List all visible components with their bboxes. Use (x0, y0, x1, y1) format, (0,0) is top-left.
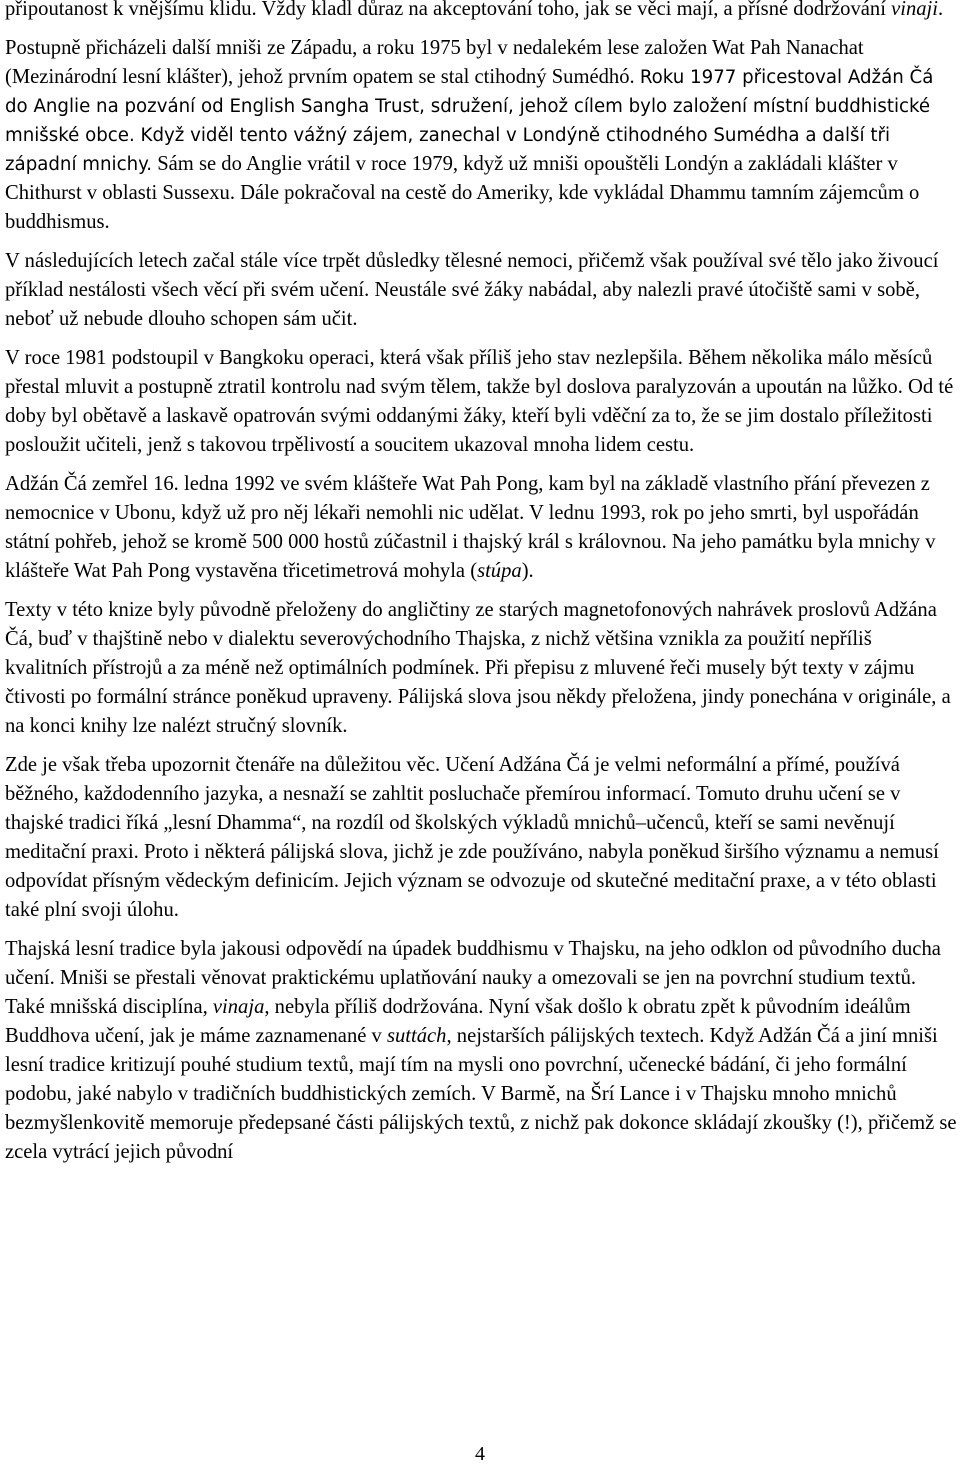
paragraph-5 (5, 470, 957, 586)
paragraph-8 (5, 935, 957, 1167)
text-run: Texty v této knize byly původně přeloženy do angličtiny ze starých magnetofonových nahrávek proslovů Adžána Čá, buď v thajštině nebo v dialektu severovýchodního Thajska, z nichž většina vznikla za použití nepříliš kvalitních přístrojů a za méně než optimálních podmínek. Při přepisu z mluvené řeči musely být texty v zájmu čtivosti po formální stránce poněkud upraveny. Pálijská slova jsou někdy přeložena, jindy ponechána v originále, a na konci knihy lze nalézt stručný slovník. (5, 599, 951, 737)
paragraph-7 (5, 751, 957, 925)
text-run: Zde je však třeba upozornit čtenáře na důležitou věc. Učení Adžána Čá je velmi neformální a přímé, používá běžného, každodenního jazyka, a nesnaží se zahltit posluchače přemírou informací. Tomuto druhu učení se v thajské tradici říká „lesní Dhamma“, na rozdíl od školských výkladů mnichů–učenců, kteří se sami nevěnují meditační praxi. Proto i některá pálijská slova, jichž je zde používáno, nabyla poněkud širšího významu a nemusí odpovídat přísným vědeckým definicím. Jejich význam se odvozuje od skutečné meditační praxe, a v této oblasti také plní svoji úlohu. (5, 754, 939, 921)
italic-term: vinaji (891, 0, 938, 20)
italic-term: vinaja (212, 996, 265, 1018)
text-run: , nejstarších pálijských textech. Když Adžán Čá a jiní mniši lesní tradice kritizují pouhé studium textů, mají tím na mysli ono povrchní, učenecké bádání, či jeho formální podobu, jaké nabylo v tradičních buddhistických zemích. V Barmě, na Šrí Lance i v Thajsku mnoho mnichů bezmyšlenkovitě memoruje předepsané části pálijských textů, z nichž pak dokonce skládají zkoušky (!), přičemž se zcela vytrácí jejich původní (5, 1025, 957, 1163)
text-run: Sám se do Anglie vrátil v roce 1979, když už mniši opouštěli Londýn a zakládali klášter v Chithurst v oblasti Sussexu. Dále pokračoval na cestě do Ameriky, kde vykládal Dhammu tamním zájemcům o buddhismus. (5, 153, 920, 233)
italic-term: stúpa (477, 560, 522, 582)
text-run: připoutanost k vnějšímu klidu. Vždy kladl důraz na akceptování toho, jak se věci mají, a přísné dodržování (5, 0, 892, 20)
text-run-sans: Roku 1977 přicestoval Adžán Čá do Anglie na pozvání od English Sangha Trust, sdružení, jehož cílem bylo založení místní buddhistické mnišské obce. (5, 67, 934, 146)
text-run-sans: Když viděl tento vážný zájem, zanechal v Londýně ctihodného Sumédha a další tři západní mnichy. (5, 125, 890, 175)
paragraph-2 (5, 34, 957, 237)
paragraph-4 (5, 344, 957, 460)
text-run: V následujících letech začal stále více trpět důsledky tělesné nemoci, přičemž však používal své tělo jako živoucí příklad nestálosti všech věcí při svém učení. Neustále své žáky nabádal, aby nalezli pravé útočiště sami v sobě, neboť už nebude dlouho schopen sám učit. (5, 250, 939, 330)
paragraph-3 (5, 247, 957, 334)
paragraph-1 (5, 0, 957, 24)
document-text-body (5, 0, 957, 1177)
text-run: ). (521, 560, 534, 582)
paragraph-6 (5, 596, 957, 741)
text-run: Adžán Čá zemřel 16. ledna 1992 ve svém klášteře Wat Pah Pong, kam byl na základě vlastního přání převezen z nemocnice v Ubonu, když už pro něj lékaři nemohli nic udělat. V lednu 1993, rok po jeho smrti, byl uspořádán státní pohřeb, jehož se kromě 500 000 hostů zúčastnil i thajský král s královnou. Na jeho památku byla mnichy v klášteře Wat Pah Pong vystavěna třicetimetrová mohyla ( (5, 473, 936, 582)
text-run: Postupně přicházeli další mniši ze Západu, a roku 1975 byl v nedalekém lese založen Wat Pah Nanachat (Mezinárodní lesní klášter), jehož prvním opatem se stal ctihodný Sumédhó. (5, 37, 864, 88)
text-run: Thajská lesní tradice byla jakousi odpovědí na úpadek buddhismu v Thajsku, na jeho odklon od původního ducha učení. Mniši se přestali věnovat praktickému uplatňování nauky a omezovali se jen na povrchní studium textů. Také mnišská disciplína, (5, 938, 941, 1018)
italic-term: suttách (386, 1025, 447, 1047)
text-run: V roce 1981 podstoupil v Bangkoku operaci, která však příliš jeho stav nezlepšila. Během několika málo měsíců přestal mluvit a postupně ztratil kontrolu nad svým tělem, takže byl doslova paralyzován a upoután na lůžko. Od té doby byl obětavě a laskavě opatrován svými oddanými žáky, kteří byli vděční za to, že se jim dostalo příležitosti posloužit učiteli, jenž s takovou trpělivostí a soucitem ukazoval mnoha lidem cestu. (5, 347, 954, 456)
page-number: 4 (475, 1443, 485, 1465)
text-run: . (937, 0, 944, 20)
text-run: , nebyla příliš dodržována. Nyní však došlo k obratu zpět k původním ideálům Buddhova učení, jak je máme zaznamenané v (5, 996, 911, 1047)
